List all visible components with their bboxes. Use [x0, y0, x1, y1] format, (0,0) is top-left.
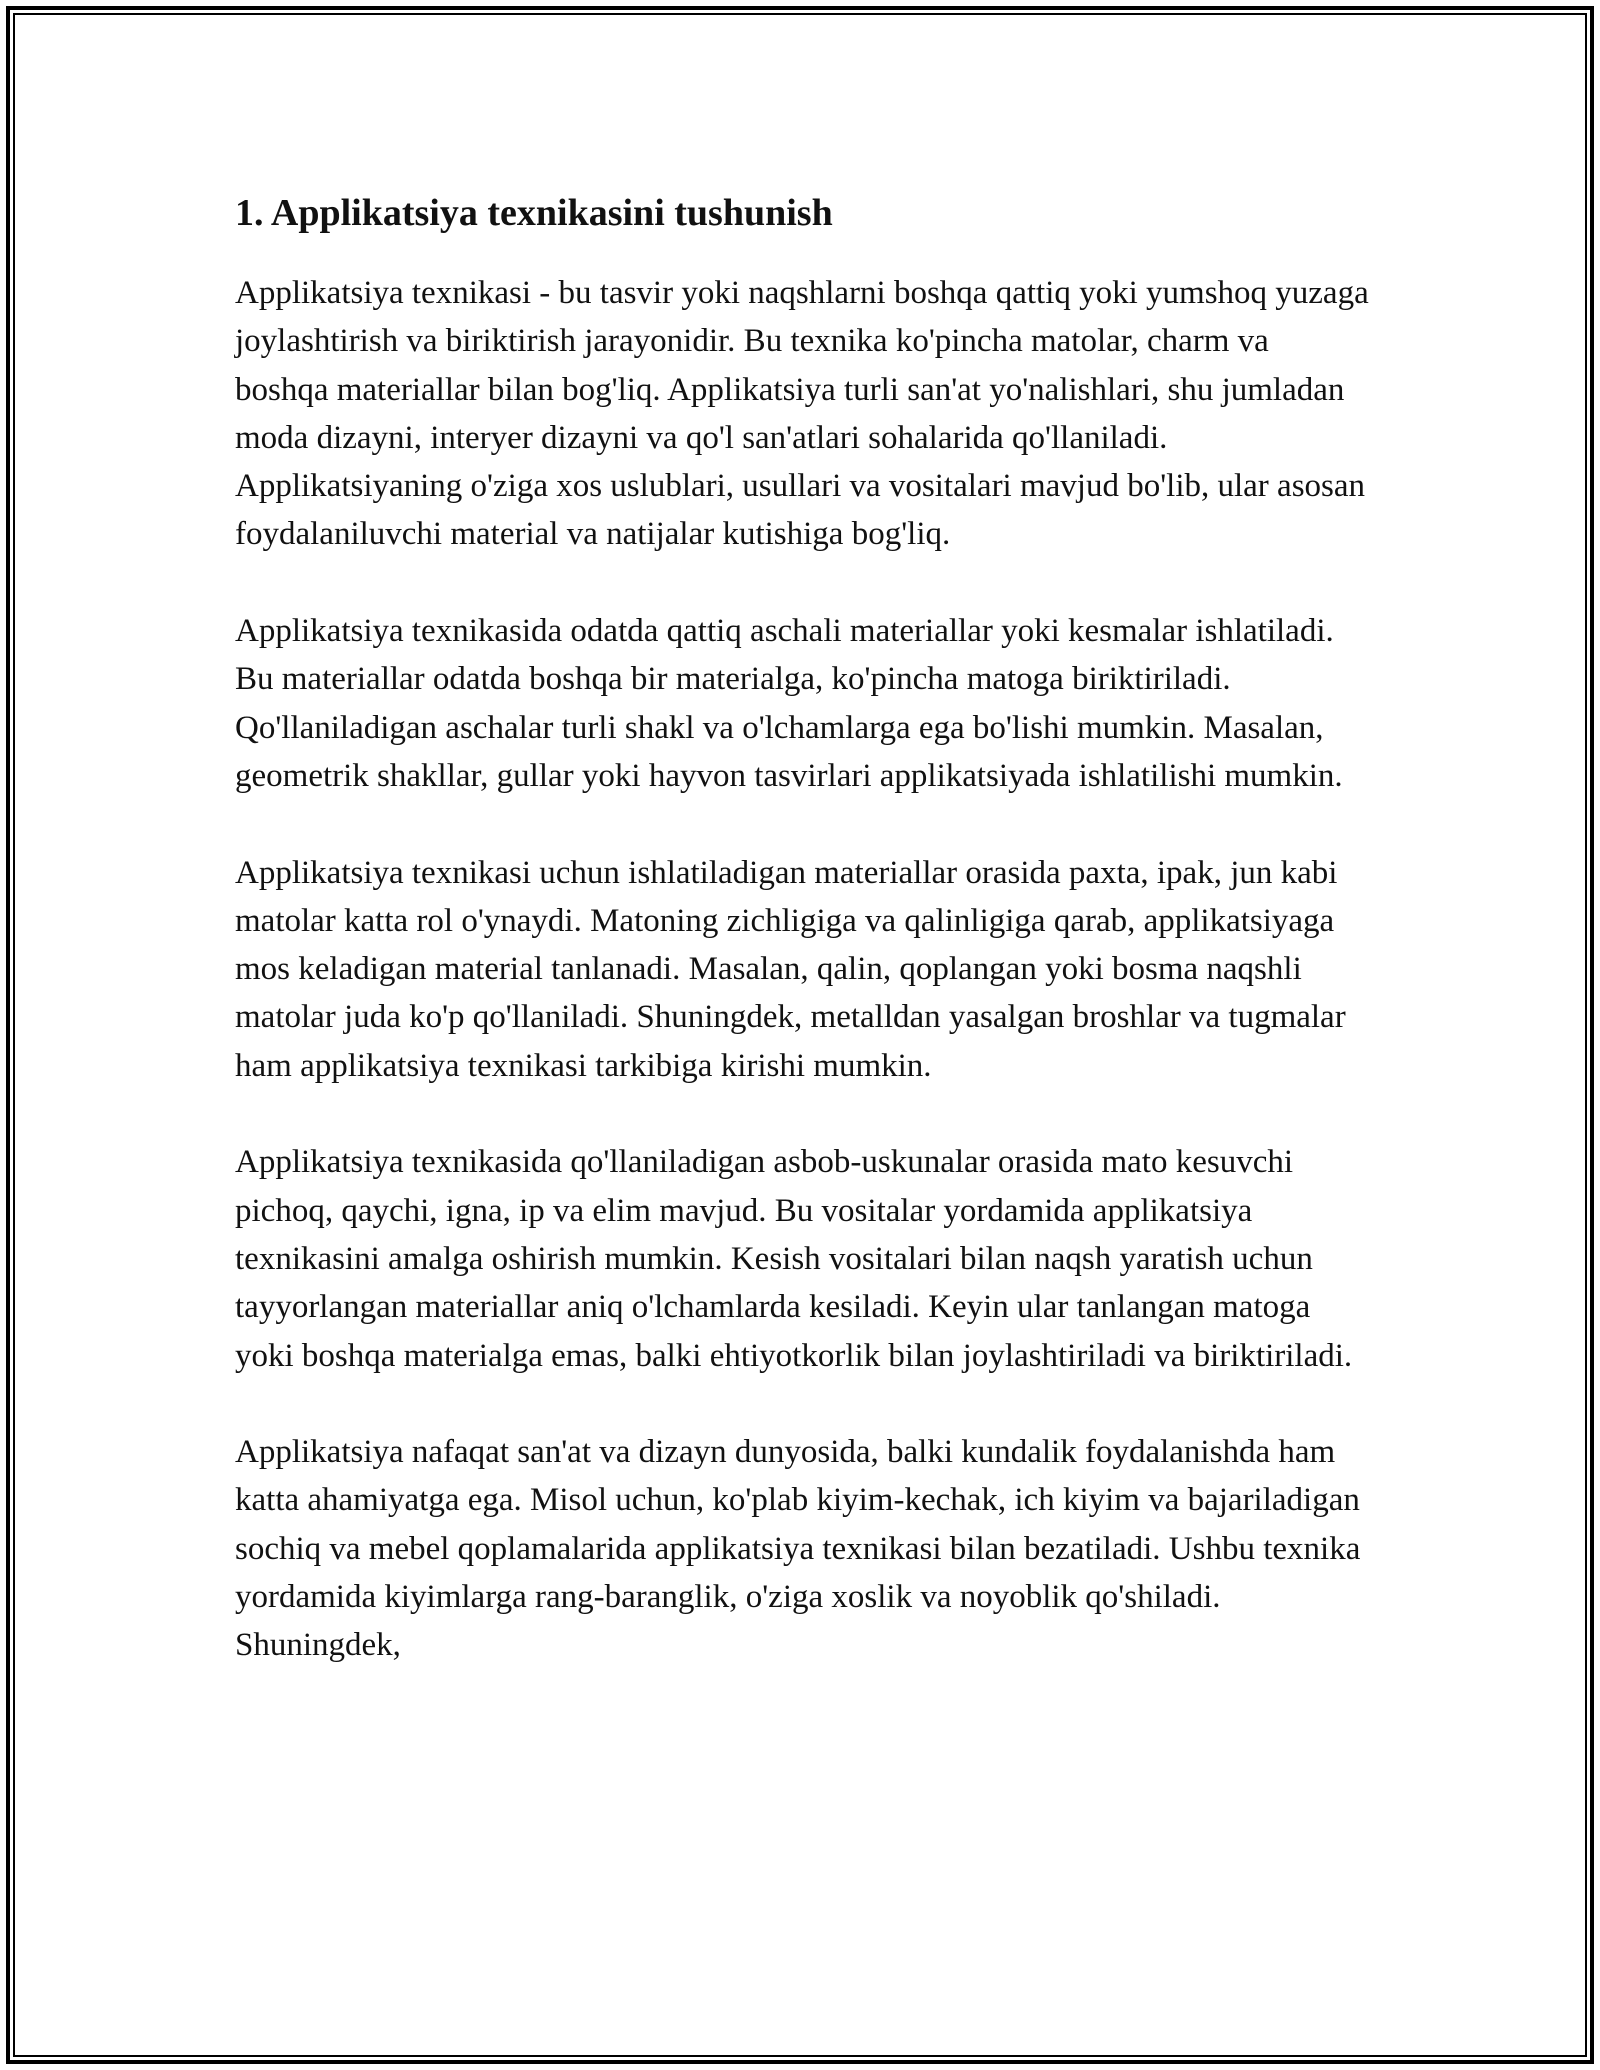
paragraph-intro: Applikatsiya texnikasi - bu tasvir yoki naqshlarni boshqa qattiq yoki yumshoq yuzaga joylashtirish va biriktirish jarayonidir. Bu texnika ko'pincha matolar, charm va boshqa materiallar bilan bog'liq. Applikatsiya turli san'at yo'nalishlari, shu jumladan moda dizayni, interyer dizayni va qo'l san'atlari sohalarida qo'llaniladi. Applikatsiyaning o'ziga xos uslublari, usullari va vositalari mavjud bo'lib, ular asosan foydalaniluvchi material va natijalar kutishiga bog'liq. — [235, 275, 1369, 553]
paragraph-fabrics: Applikatsiya texnikasi uchun ishlatiladigan materiallar orasida paxta, ipak, jun kabi matolar katta rol o'ynaydi. Matoning zichligiga va qalinligiga qarab, applikatsiyaga mos keladigan material tanlanadi. Masalan, qalin, qoplangan yoki bosma naqshli matolar juda ko'p qo'llaniladi. Shuningdek, metalldan yasalgan broshlar va tugmalar ham applikatsiya texnikasi tarkibiga kirishi mumkin. — [235, 854, 1346, 1084]
paragraph-everyday-use: Applikatsiya nafaqat san'at va dizayn dunyosida, balki kundalik foydalanishda ham katta ahamiyatga ega. Misol uchun, ko'plab kiyim-kechak, ich kiyim va bajariladigan sochiq va mebel qoplamalarida applikatsiya texnikasi bilan bezatiladi. Ushbu texnika yordamida kiyimlarga rang-baranglik, o'ziga xoslik va noyoblik qo'shiladi. Shuningdek, — [235, 1434, 1361, 1664]
document-body — [235, 186, 1370, 1718]
paragraph-materials-cutouts: Applikatsiya texnikasida odatda qattiq aschali materiallar yoki kesmalar ishlatiladi. Bu materiallar odatda boshqa bir materialga, ko'pincha matoga biriktiriladi. Qo'llaniladigan aschalar turli shakl va o'lchamlarga ega bo'lishi mumkin. Masalan, geometrik shakllar, gullar yoki hayvon tasvirlari applikatsiyada ishlatilishi mumkin. — [235, 613, 1343, 794]
paragraph-tools: Applikatsiya texnikasida qo'llaniladigan asbob-uskunalar orasida mato kesuvchi pichoq, qaychi, igna, ip va elim mavjud. Bu vositalar yordamida applikatsiya texnikasini amalga oshirish mumkin. Kesish vositalari bilan naqsh yaratish uchun tayyorlangan materiallar aniq o'lchamlarda kesiladi. Keyin ular tanlangan matoga yoki boshqa materialga emas, balki ehtiyotkorlik bilan joylashtiriladi va biriktiriladi. — [235, 1144, 1353, 1374]
section-heading: 1. Applikatsiya texnikasini tushunish — [235, 192, 833, 234]
